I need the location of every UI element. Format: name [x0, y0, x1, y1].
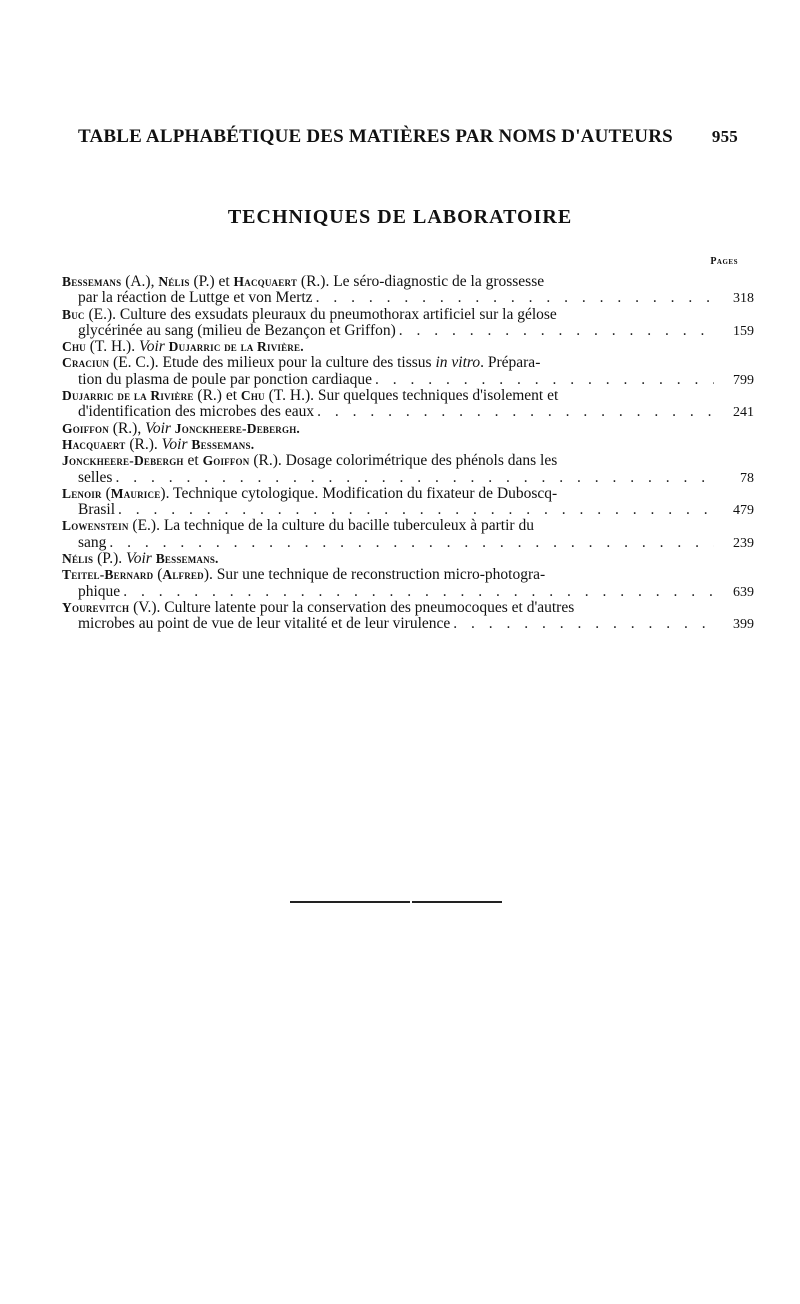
entry-line-leader — [62, 372, 754, 388]
entry-line — [62, 421, 738, 437]
entry-text: (R.). Dosage colorimétrique des phénols dans les — [249, 452, 558, 470]
dot-leader — [109, 535, 714, 551]
entry-line — [62, 486, 738, 502]
author-name: Teitel-Bernard — [62, 567, 154, 583]
author-name: Jonckheere-Debergh — [62, 453, 184, 469]
voir-label: Voir — [145, 419, 171, 437]
entry-text: d'identification des microbes des eaux — [78, 403, 315, 421]
running-head-title: TABLE ALPHABÉTIQUE DES MATIÈRES PAR NOMS D'AUTEURS — [78, 126, 673, 147]
entry-text: (A.), — [121, 273, 159, 290]
dot-leader — [453, 616, 714, 632]
index-entry-craciun — [62, 354, 754, 388]
author-name: Lowenstein — [62, 518, 129, 534]
author-name: Buc — [62, 306, 85, 322]
entry-text: (P.) et — [189, 273, 234, 290]
entry-text: ( — [101, 484, 111, 502]
voir-label: Voir — [161, 435, 188, 453]
cross-reference: Jonckheere-Debergh. — [174, 420, 300, 436]
entry-text: par la réaction de Luttge et von Mertz — [78, 289, 313, 307]
page-reference: 78 — [740, 470, 754, 486]
index-entry-buc — [62, 305, 754, 340]
cross-reference: Bessemans. — [191, 436, 255, 452]
author-index — [62, 273, 754, 633]
author-name: Chu — [62, 339, 86, 355]
index-entry-teitel-bernard — [62, 566, 754, 600]
page-reference: 318 — [733, 291, 754, 307]
entry-text: microbes au point de vue de leur vitalité et de leur virulence — [78, 615, 451, 633]
pages-column-label: Pages — [710, 256, 738, 267]
entry-line — [62, 274, 738, 290]
index-entry-goiffon — [62, 421, 738, 437]
index-entry-nelis — [62, 551, 738, 567]
entry-text: (R.) et — [193, 387, 241, 405]
entry-text: (R.), — [108, 419, 146, 437]
dot-leader — [317, 404, 714, 420]
page-reference: 159 — [733, 323, 754, 339]
entry-text: tion du plasma de poule par ponction cardiaque — [78, 370, 372, 388]
entry-line — [62, 600, 738, 616]
index-entry-bessemans — [62, 273, 754, 307]
entry-text: (R.). — [125, 435, 162, 453]
entry-text: (P.). — [93, 550, 126, 568]
index-entry-dujarric — [62, 387, 754, 421]
author-name: Hacquaert — [62, 436, 126, 452]
author-name: Craciun — [62, 355, 110, 371]
entry-text: ( — [153, 566, 163, 584]
entry-line — [62, 355, 738, 371]
entry-line — [62, 437, 738, 453]
entry-italic-text: in vitro — [435, 354, 481, 372]
page-reference: 479 — [733, 503, 754, 519]
entry-line-leader — [62, 616, 754, 632]
author-name: Goiffon — [202, 453, 250, 469]
index-entry-yourevitch — [62, 598, 754, 633]
entry-text: Brasil — [78, 501, 116, 519]
entry-text: (E.). Culture des exsudats pleuraux du pneumothorax artificiel sur la gélose — [84, 305, 557, 323]
author-name: Yourevitch — [62, 599, 130, 615]
entry-line — [62, 339, 738, 355]
entry-text: (T. H.). — [85, 338, 139, 356]
page-reference: 639 — [733, 584, 754, 600]
entry-text: ). Technique cytologique. Modification du fixateur de Duboscq- — [160, 484, 558, 502]
dot-leader — [399, 323, 714, 339]
author-name: Lenoir — [62, 485, 102, 501]
entry-line-leader — [62, 470, 754, 486]
entry-line-leader — [62, 535, 754, 551]
index-entry-lowenstein — [62, 517, 754, 551]
entry-line-leader — [62, 584, 754, 600]
dot-leader — [115, 470, 714, 486]
entry-line-leader — [62, 323, 754, 339]
entry-text: sang — [78, 533, 107, 551]
entry-line — [62, 567, 738, 583]
author-name: Dujarric de la Rivière — [62, 388, 194, 404]
entry-text: (V.). Culture latente pour la conservation des pneumocoques et d'autres — [129, 598, 575, 616]
entry-line — [62, 453, 738, 469]
running-head — [78, 126, 738, 148]
entry-text: . Prépara- — [480, 354, 541, 372]
dot-leader — [375, 372, 714, 388]
author-name: Nélis — [62, 551, 94, 567]
dot-leader — [316, 290, 714, 306]
voir-label: Voir — [126, 550, 152, 568]
index-entry-lenoir — [62, 484, 754, 519]
cross-reference: Dujarric de la Rivière. — [168, 339, 304, 355]
entry-text: selles — [78, 468, 113, 486]
author-name: Hacquaert — [233, 274, 298, 289]
author-name: Alfred — [162, 567, 204, 583]
index-entry-jonckheere — [62, 452, 754, 486]
entry-line-leader — [62, 404, 754, 420]
voir-label: Voir — [138, 338, 165, 356]
entry-line — [62, 551, 738, 567]
entry-text: et — [183, 452, 203, 470]
cross-reference: Bessemans. — [155, 551, 219, 567]
entry-text: phique — [78, 582, 121, 600]
author-name: Bessemans — [62, 274, 122, 289]
end-rule — [290, 901, 410, 903]
entry-line — [62, 307, 738, 323]
page-reference: 799 — [733, 372, 754, 388]
entry-line — [62, 518, 738, 534]
index-entry-chu — [62, 339, 738, 355]
entry-text: ). Sur une technique de reconstruction micro-photogra- — [203, 566, 546, 584]
author-name: Chu — [240, 388, 265, 404]
dot-leader — [123, 584, 714, 600]
entry-text: (E. C.). Etude des milieux pour la culture des tissus — [109, 354, 436, 372]
author-name: Goiffon — [62, 420, 109, 436]
entry-line-leader — [62, 290, 754, 306]
entry-text: (T. H.). Sur quelques techniques d'isolement et — [264, 387, 559, 405]
entry-text: glycérinée au sang (milieu de Bezançon et Griffon) — [78, 321, 396, 339]
page-reference: 399 — [733, 617, 754, 633]
page-number: 955 — [711, 127, 738, 146]
author-name: Nélis — [158, 274, 190, 289]
entry-line-leader — [62, 502, 754, 518]
entry-text: (E.). La technique de la culture du bacille tuberculeux à partir du — [128, 517, 534, 535]
dot-leader — [118, 502, 714, 518]
author-name: Maurice — [110, 485, 161, 501]
index-entry-hacquaert — [62, 437, 738, 453]
page-reference: 239 — [733, 535, 754, 551]
entry-line — [62, 388, 738, 404]
page-reference: 241 — [733, 405, 754, 421]
section-title: TECHNIQUES DE LABORATOIRE — [227, 206, 573, 228]
entry-text: (R.). Le séro-diagnostic de la grossesse — [297, 273, 545, 290]
end-rule — [412, 901, 502, 903]
